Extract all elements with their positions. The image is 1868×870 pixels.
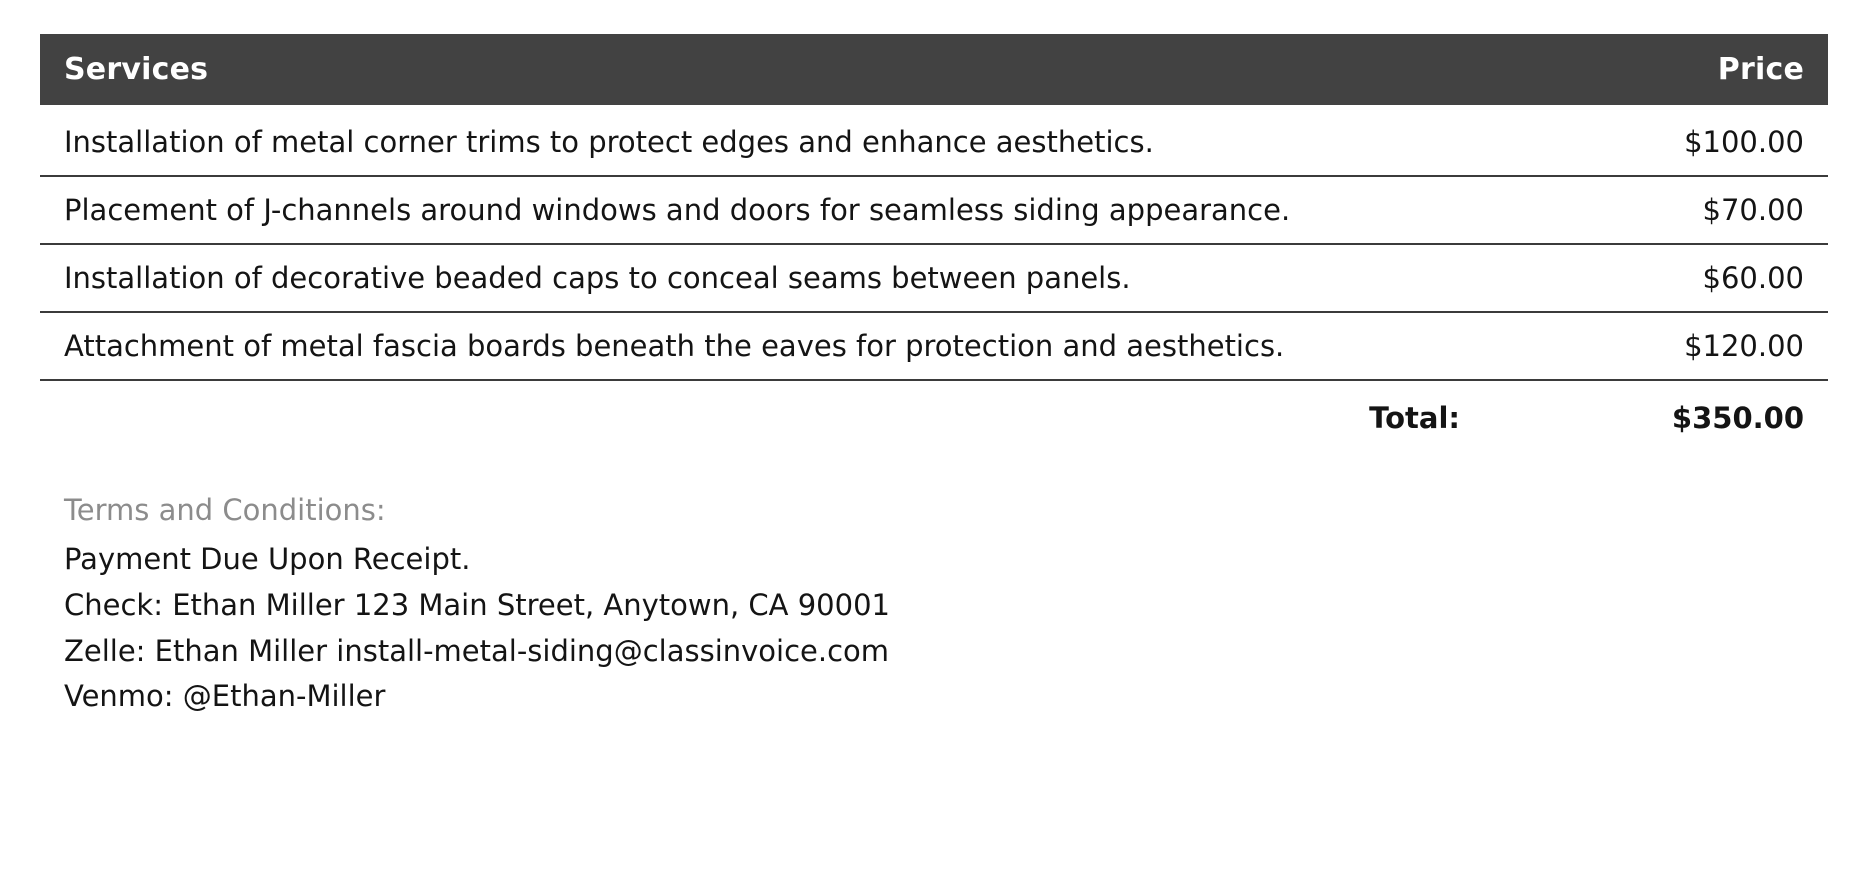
table-row [40, 176, 1828, 244]
total-row [40, 380, 1828, 451]
terms-line: Payment Due Upon Receipt. [64, 542, 471, 576]
table-row [40, 244, 1828, 312]
column-header-services: Services [40, 34, 1480, 105]
table-row [40, 312, 1828, 380]
service-price: $60.00 [1480, 244, 1828, 312]
service-price: $70.00 [1480, 176, 1828, 244]
services-table [40, 34, 1828, 451]
service-description: Attachment of metal fascia boards beneath the eaves for protection and aesthetics. [40, 312, 1480, 380]
service-price: $120.00 [1480, 312, 1828, 380]
terms-line: Venmo: @Ethan-Miller [64, 679, 386, 714]
service-description: Installation of decorative beaded caps to conceal seams between panels. [40, 244, 1480, 312]
service-description: Placement of J-channels around windows and doors for seamless siding appearance. [40, 176, 1480, 244]
service-description: Installation of metal corner trims to protect edges and enhance aesthetics. [40, 105, 1480, 176]
service-price: $100.00 [1480, 105, 1828, 176]
services-table-header [40, 34, 1828, 105]
total-value: $350.00 [1671, 401, 1804, 435]
terms-and-conditions-section [40, 493, 1828, 720]
column-header-price: Price [1480, 34, 1828, 105]
total-label: Total: [1369, 401, 1460, 435]
services-table-body [40, 105, 1828, 451]
table-header-row [40, 34, 1828, 105]
terms-line: Check: Ethan Miller 123 Main Street, Anytown, CA 90001 [64, 587, 890, 622]
terms-title: Terms and Conditions: [64, 493, 386, 527]
terms-line: Zelle: Ethan Miller install-metal-siding@classinvoice.com [64, 633, 890, 668]
table-row [40, 105, 1828, 176]
